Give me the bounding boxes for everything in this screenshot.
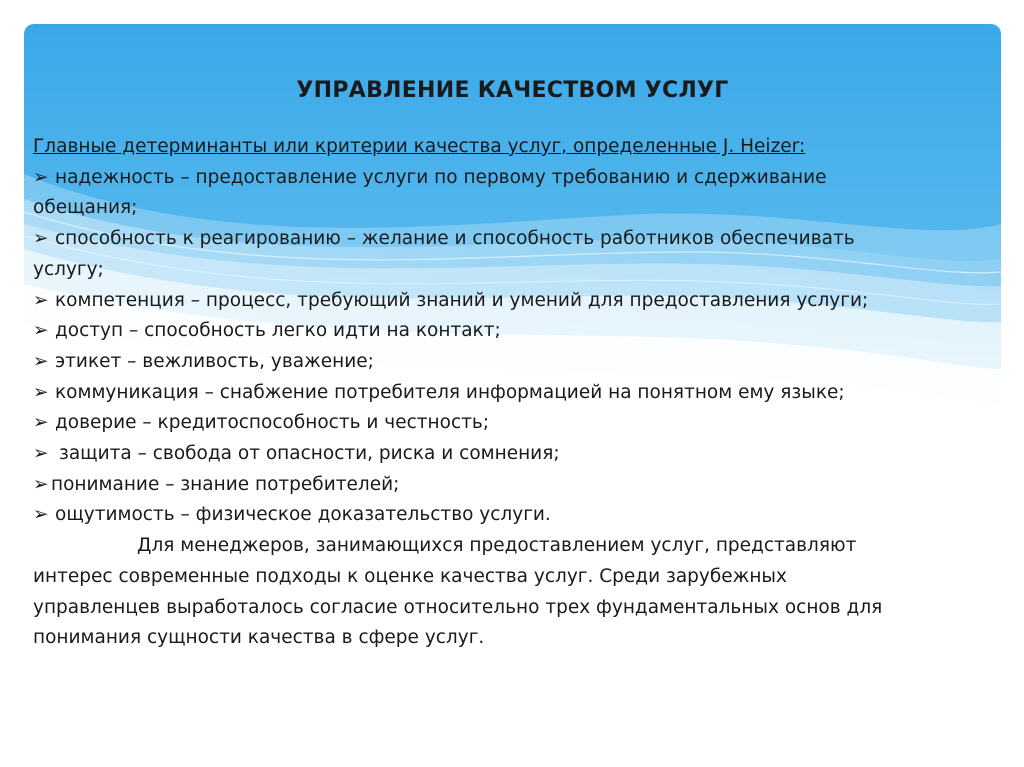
arrow-bullet-icon: ➢ — [33, 412, 49, 434]
paragraph-line — [33, 531, 988, 562]
bullet-item-text: защита – свобода от опасности, риска и сомнения; — [59, 443, 560, 465]
paragraph-line: интерес современные подходы к оценке качества услуг. Среди зарубежных — [33, 565, 787, 587]
arrow-bullet-icon: ➢ — [33, 473, 49, 495]
bullet-item — [33, 316, 988, 347]
arrow-bullet-icon: ➢ — [33, 320, 49, 342]
bullet-continuation: услугу; — [33, 258, 104, 280]
bullet-continuation: обещания; — [33, 197, 138, 219]
bullet-item — [33, 286, 988, 317]
bullet-item-text: этикет – вежливость, уважение; — [55, 350, 374, 372]
bullet-item-text: доверие – кредитоспособность и честность; — [55, 412, 490, 434]
bullet-item-text: ощутимость – физическое доказательство услуги. — [55, 504, 551, 526]
bullet-item — [33, 224, 988, 255]
bullet-item-text: понимание – знание потребителей; — [51, 473, 400, 495]
slide-body — [33, 132, 988, 654]
intro-text: Главные детерминанты или критерии качества услуг, определенные J. Heizer: — [33, 136, 806, 157]
bullet-item-text: доступ – способность легко идти на контакт; — [55, 320, 501, 342]
bullet-item-text: способность к реагированию – желание и способность работников обеспечивать — [55, 228, 855, 250]
paragraph-line: управленцев выработалось согласие относительно трех фундаментальных основ для — [33, 596, 883, 618]
slide-title: УПРАВЛЕНИЕ КАЧЕСТВОМ УСЛУГ — [296, 78, 729, 103]
arrow-bullet-icon: ➢ — [33, 228, 49, 250]
paragraph-line: понимания сущности качества в сфере услуг. — [33, 627, 485, 649]
bullet-item-text: надежность – предоставление услуги по первому требованию и сдерживание — [55, 166, 827, 188]
bullet-item-text: компетенция – процесс, требующий знаний и умений для предоставления услуги; — [55, 289, 869, 311]
slide-content — [24, 24, 1001, 746]
bullet-item — [33, 470, 988, 501]
bullet-item — [33, 439, 988, 470]
arrow-bullet-icon: ➢ — [33, 381, 49, 403]
slide — [24, 24, 1001, 746]
bullet-item — [33, 163, 988, 194]
arrow-bullet-icon: ➢ — [33, 504, 49, 526]
arrow-bullet-icon: ➢ — [33, 350, 49, 372]
arrow-bullet-icon: ➢ — [33, 443, 49, 465]
bullet-item-text: коммуникация – снабжение потребителя информацией на понятном ему языке; — [55, 381, 845, 403]
arrow-bullet-icon: ➢ — [33, 289, 49, 311]
bullet-item — [33, 347, 988, 378]
bullet-item — [33, 378, 988, 409]
arrow-bullet-icon: ➢ — [33, 166, 49, 188]
bullet-item — [33, 500, 988, 531]
paragraph-text: Для менеджеров, занимающихся предоставлением услуг, представляют — [137, 535, 857, 557]
bullet-item — [33, 408, 988, 439]
